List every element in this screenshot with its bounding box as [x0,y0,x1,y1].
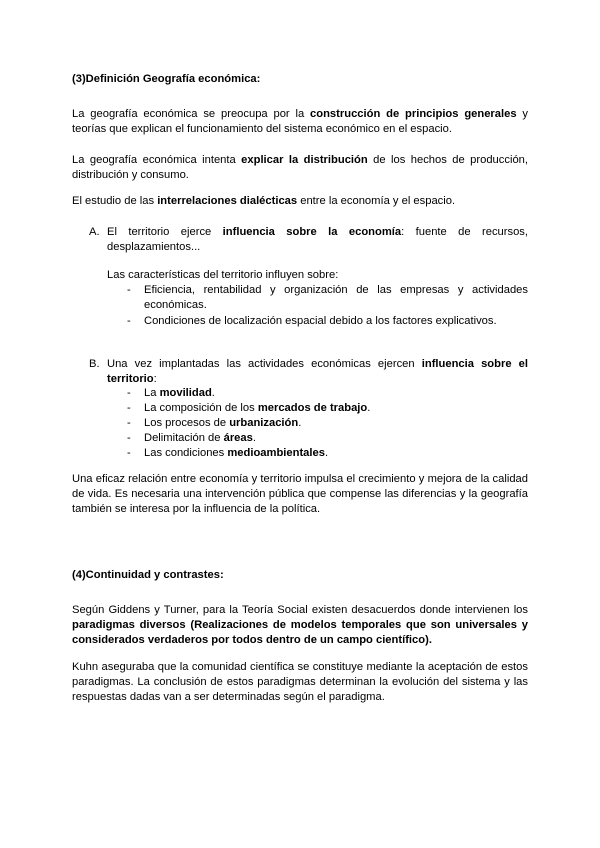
list-item-b-bullet-5 [144,446,328,461]
section-3-paragraph-2 [72,153,528,183]
text-run: Delimitación de [144,432,224,444]
text-run: La geografía económica se preocupa por la [72,108,311,120]
text-run: y teorías que explican el funcionamiento del sistema económico en el espacio. [72,108,529,135]
list-item-a-bullet-1: Eficiencia, rentabilidad y organización de las empresas y actividades económicas. [144,284,528,311]
section-4-paragraph-2: Kuhn aseguraba que la comunidad científica se constituye mediante la aceptación de estos paradigmas. La conclusión de estos paradigmas determinan la evolución del sistema y las respuestas dadas van a ser determinadas según el paradigma. [72,661,528,703]
bullet-dash: - [127,447,131,459]
text-run: : fuente de recursos, desplazamientos... [107,226,528,253]
text-run: Según Giddens y Turner, para la Teoría Social existen desacuerdos donde intervienen los [72,604,528,616]
list-item-b-bullet-3 [144,416,301,431]
bold-text: influencia sobre el territorio [107,358,528,385]
text-run: El territorio ejerce [107,226,223,238]
bullet-dash: - [127,417,131,429]
list-marker: B. [89,358,100,370]
bold-text: interrelaciones dialécticas [157,195,298,207]
bullet-dash: - [127,387,131,399]
list-item-b-text [107,357,528,387]
text-run: La composición de los [144,402,258,414]
text-run: . [324,447,329,459]
bold-text: influencia sobre la economía [222,226,402,238]
section-3-paragraph-1 [72,107,528,137]
bullet-dash: - [127,402,131,414]
text-run: . [211,387,215,399]
bullet-dash: - [127,315,131,327]
text-run: El estudio de las [72,195,158,207]
list-item-a-subintro: Las características del territorio influyen sobre: [107,269,339,281]
list-marker: A. [89,226,100,238]
bullet-dash: - [127,432,131,444]
text-run: Una vez implantadas las actividades económicas ejercen [107,358,422,370]
bullet-dash: - [127,284,131,296]
text-run: . [252,432,256,444]
list-item-a-text [107,225,528,255]
bold-text: urbanización [229,417,299,429]
bold-text: áreas [223,432,253,444]
text-run: de los hechos de producción, distribución y consumo. [72,154,529,181]
text-run: La [144,387,160,399]
bold-text: construcción de principios generales [310,108,517,120]
bold-text: movilidad [159,387,212,399]
text-run: : [153,373,157,385]
bold-text: medioambientales [227,447,325,459]
text-run: . [367,402,371,414]
section-4-paragraph-1 [72,603,528,648]
list-item-b-bullet-4 [144,431,256,446]
text-run: entre la economía y el espacio. [297,195,456,207]
bold-text: mercados de trabajo [257,402,368,414]
list-item-b-bullet-2 [144,401,370,416]
section-3-heading: (3)Definición Geografía económica: [72,73,261,85]
section-4-heading: (4)Continuidad y contrastes: [72,569,224,581]
text-run: Los procesos de [144,417,230,429]
text-run: La geografía económica intenta [72,154,242,166]
bold-text: explicar la distribución [241,154,368,166]
section-3-paragraph-3 [72,194,528,209]
text-run: Las condiciones [144,447,228,459]
section-3-paragraph-4: Una eficaz relación entre economía y territorio impulsa el crecimiento y mejora de la calidad de vida. Es necesaria una intervención pública que compense las diferencias y la geografía también se interesa por la influencia de la política. [72,473,528,515]
list-item-b-bullet-1 [144,386,215,401]
bold-text: paradigmas diversos (Realizaciones de modelos temporales que son universales y considerados verdaderos por todos dentro de un campo científico). [72,619,528,646]
list-item-a-bullet-2: Condiciones de localización espacial debido a los factores explicativos. [144,315,497,327]
text-run: . [298,417,302,429]
